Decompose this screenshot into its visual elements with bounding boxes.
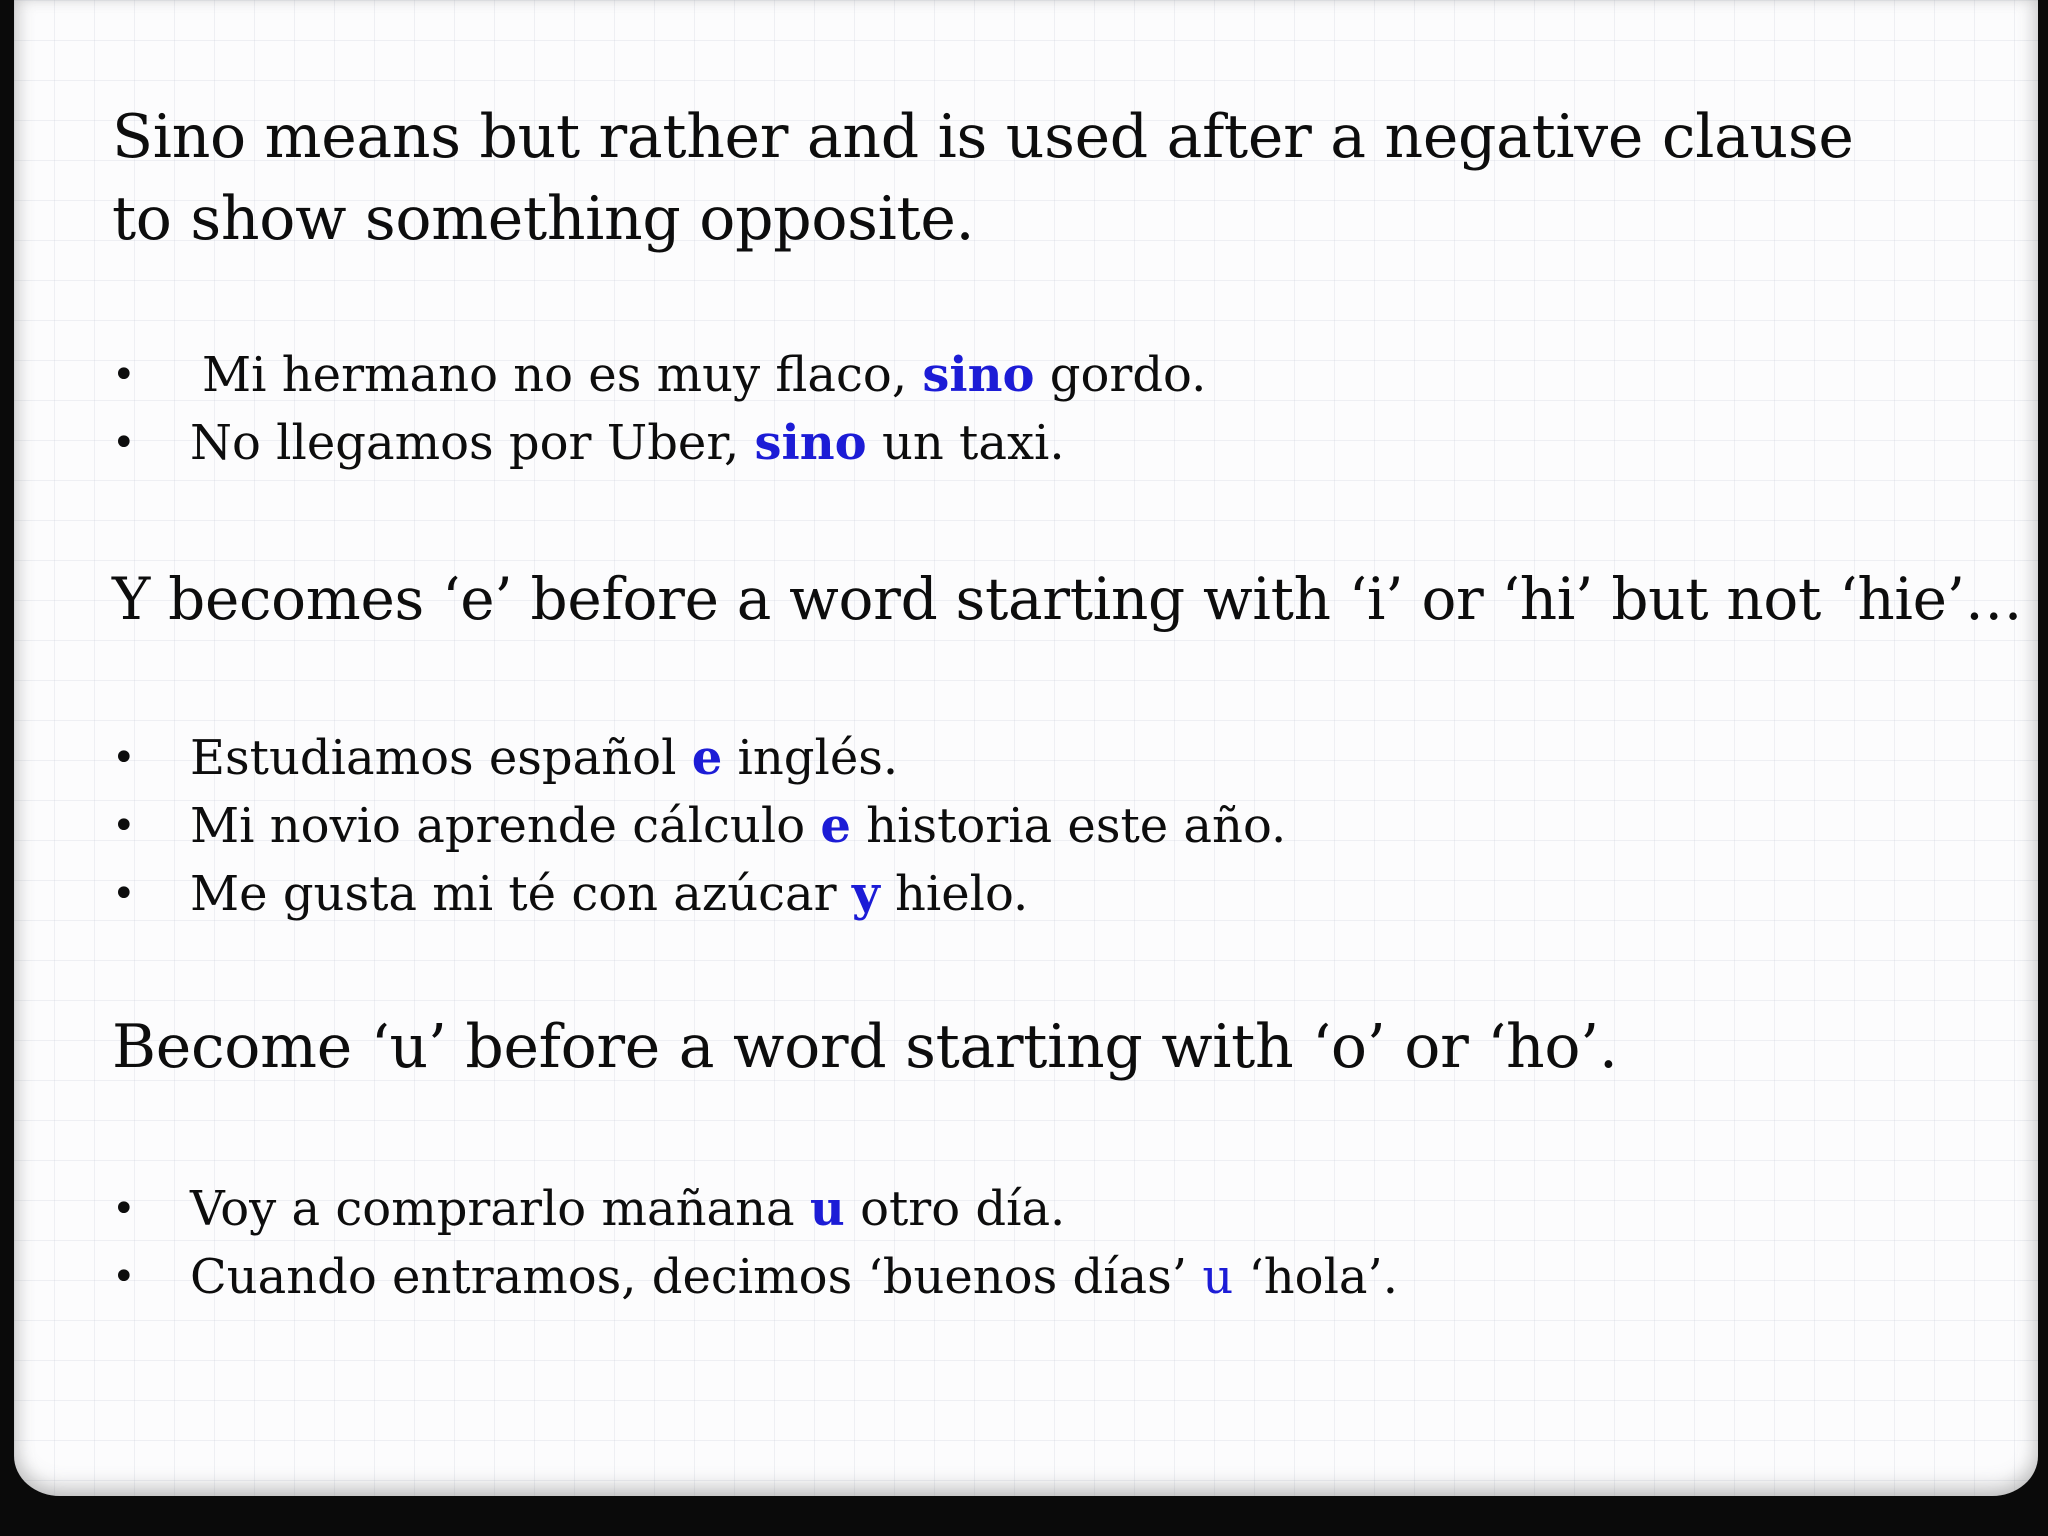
example-text-after: historia este año. — [850, 798, 1287, 854]
heading-o-rule: Become ‘u’ before a word starting with ‘o’ or ‘ho’. — [112, 1012, 1618, 1082]
example-keyword: u — [809, 1181, 845, 1237]
y-examples-list — [112, 724, 1286, 928]
example-keyword: e — [691, 730, 723, 786]
list-item — [112, 341, 1206, 409]
example-text-after: un taxi. — [866, 415, 1065, 471]
o-examples-list — [112, 1175, 1398, 1311]
bullet-icon: • — [112, 735, 136, 781]
bullet-icon: • — [112, 871, 136, 917]
list-item — [112, 860, 1286, 928]
bullet-icon: • — [112, 1254, 136, 1300]
example-text-before: Estudiamos español — [190, 730, 692, 786]
list-item — [112, 724, 1286, 792]
example-keyword: u — [1202, 1249, 1234, 1305]
bullet-icon: • — [112, 420, 136, 466]
heading-y-rule: Y becomes ‘e’ before a word starting with ‘i’ or ‘hi’ but not ‘hie’… — [112, 565, 2023, 633]
bullet-icon: • — [112, 352, 136, 398]
example-text-after: otro día. — [844, 1181, 1066, 1237]
example-keyword: y — [851, 866, 880, 922]
example-text-before: Cuando entramos, decimos ‘buenos días’ — [190, 1249, 1203, 1305]
example-text-after: ‘hola’. — [1233, 1249, 1399, 1305]
example-text-before: Mi hermano no es muy flaco, — [202, 347, 923, 403]
example-keyword: e — [820, 798, 851, 854]
example-keyword: sino — [754, 415, 867, 471]
bullet-icon: • — [112, 803, 136, 849]
list-item — [112, 792, 1286, 860]
slide — [14, 0, 2038, 1496]
list-item — [112, 409, 1206, 477]
bullet-icon: • — [112, 1186, 136, 1232]
example-text-after: inglés. — [722, 730, 899, 786]
example-text-before: Mi novio aprende cálculo — [190, 798, 821, 854]
list-item — [112, 1175, 1398, 1243]
list-item — [112, 1243, 1398, 1311]
example-keyword: sino — [922, 347, 1035, 403]
example-text-after: gordo. — [1034, 347, 1207, 403]
sino-examples-list — [112, 341, 1206, 477]
example-text-after: hielo. — [879, 866, 1029, 922]
example-text-before: Voy a comprarlo mañana — [190, 1181, 810, 1237]
heading-sino: Sino means but rather and is used after a negative clause to show something opposite. — [112, 102, 1854, 254]
example-text-before: Me gusta mi té con azúcar — [190, 866, 852, 922]
example-text-before: No llegamos por Uber, — [190, 415, 755, 471]
